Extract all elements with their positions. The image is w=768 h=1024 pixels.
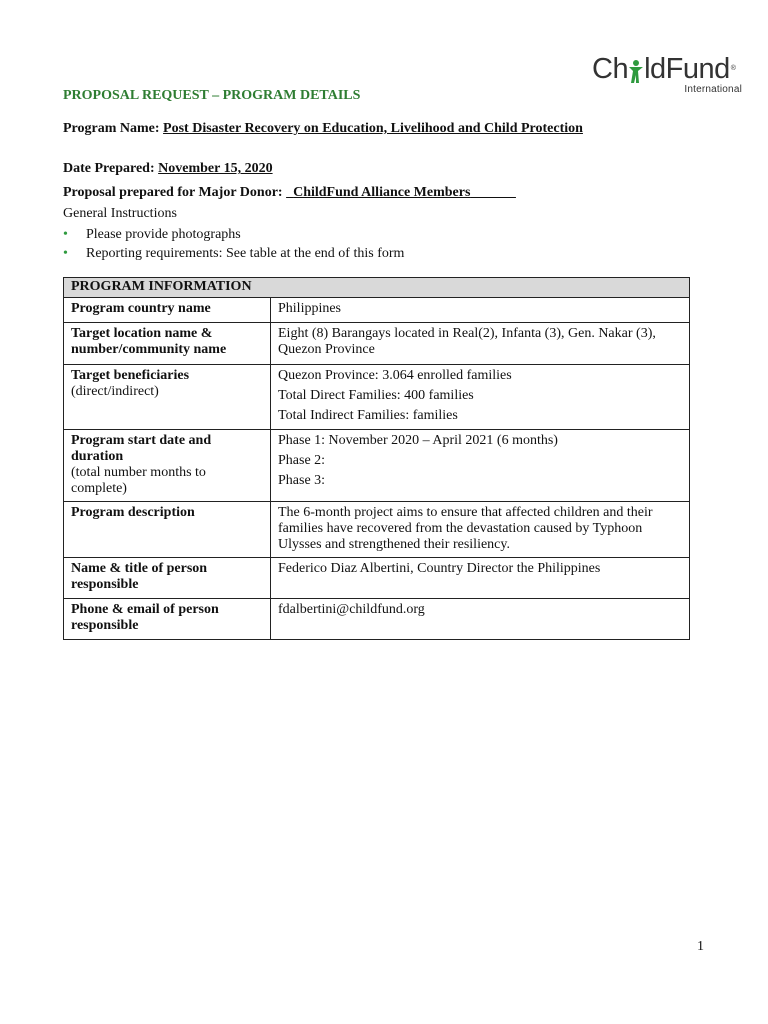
row-label: Program description [71, 505, 195, 520]
childfund-logo [592, 54, 748, 98]
row-value: The 6-month project aims to ensure that affected children and their families have recovered from the devastation caused by Typhoon Ulysses and strengthened their resiliency. [278, 505, 653, 552]
page-number: 1 [697, 939, 704, 954]
table-row [64, 502, 690, 558]
row-sublabel: (direct/indirect) [71, 384, 159, 399]
row-label: Program start date and duration [71, 433, 212, 464]
page-title: PROPOSAL REQUEST – PROGRAM DETAILS [63, 88, 361, 103]
row-value: Federico Diaz Albertini, Country Director the Philippines [278, 561, 601, 576]
logo-subtitle: International [684, 84, 742, 95]
table-heading: PROGRAM INFORMATION [64, 278, 690, 298]
table-row [64, 558, 690, 599]
list-item: • Please provide photographs [63, 225, 404, 244]
row-value: Total Indirect Families: families [278, 408, 458, 423]
donor-line [63, 185, 516, 201]
table-row [64, 430, 690, 502]
instructions-heading: General Instructions [63, 206, 177, 221]
row-label: Phone & email of person responsible [71, 602, 219, 633]
child-figure-icon [628, 56, 644, 84]
table-row [64, 599, 690, 640]
table-row [64, 365, 690, 430]
row-value: Phase 3: [278, 473, 326, 488]
row-value: Eight (8) Barangays located in Real(2), Infanta (3), Gen. Nakar (3), Quezon Province [278, 326, 656, 357]
row-label: Target location name & number/community name [71, 326, 227, 357]
program-name-line [63, 121, 583, 137]
date-value: November 15, 2020 [158, 161, 273, 176]
row-sublabel: (total number months to complete) [71, 465, 206, 496]
row-value: Phase 1: November 2020 – April 2021 (6 months) [278, 433, 558, 448]
program-name-label: Program Name: [63, 121, 160, 136]
table-row [64, 298, 690, 323]
row-label: Program country name [71, 301, 211, 316]
row-value: Phase 2: [278, 453, 326, 468]
row-value: fdalbertini@childfund.org [278, 602, 425, 617]
row-label: Name & title of person responsible [71, 561, 208, 592]
row-label: Target beneficiaries [71, 368, 190, 383]
instructions-list [63, 225, 404, 263]
row-value: Total Direct Families: 400 families [278, 388, 474, 403]
logo-wordmark: Ch ldFund ® [592, 53, 736, 85]
donor-label: Proposal prepared for Major Donor: [63, 185, 283, 200]
row-value: Philippines [278, 301, 342, 316]
date-label: Date Prepared: [63, 161, 155, 176]
list-item: • Reporting requirements: See table at the end of this form [63, 244, 404, 263]
table-row [64, 323, 690, 365]
row-value: Quezon Province: 3.064 enrolled families [278, 368, 512, 383]
program-name-value: Post Disaster Recovery on Education, Livelihood and Child Protection [163, 121, 583, 136]
program-information-table [63, 277, 690, 640]
donor-value: ChildFund Alliance Members [293, 185, 471, 200]
date-line [63, 161, 273, 177]
